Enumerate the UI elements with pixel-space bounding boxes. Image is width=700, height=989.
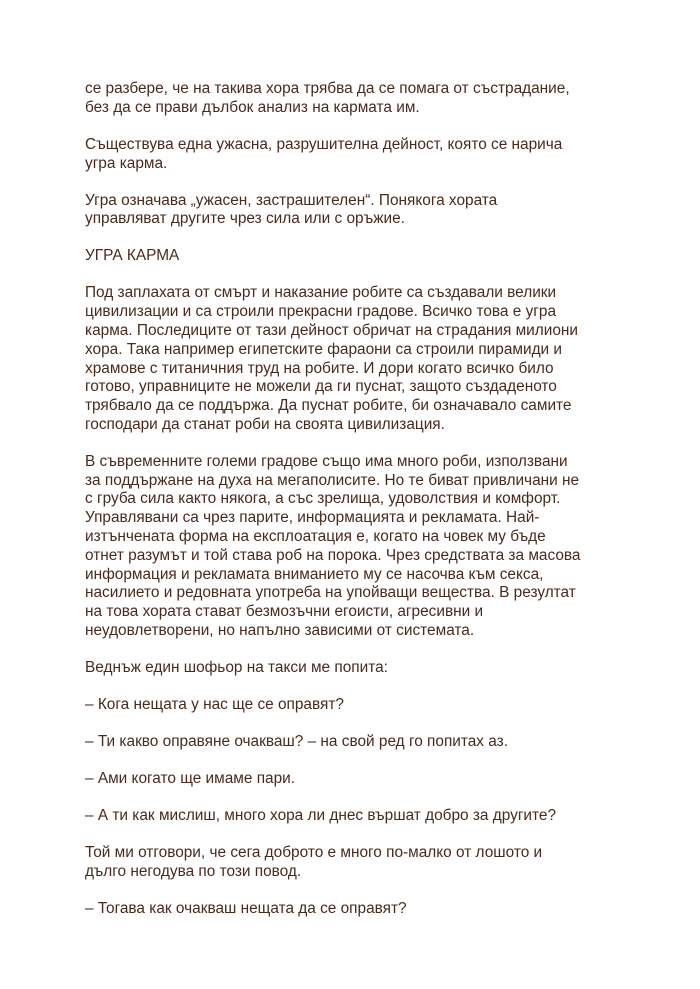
paragraph [85,900,645,919]
paragraph [85,192,645,230]
text-line: Под заплахата от смърт и наказание робите са създавали велики [85,284,557,302]
paragraph [85,844,645,882]
text-line: трябвало да се поддържа. Да пуснат робите, би означавало самите [85,397,572,415]
text-line: – Ти какво оправяне очакваш? – на свой ред го попитах аз. [85,733,509,751]
text-line: без да се прави дълбок анализ на кармата им. [85,98,420,116]
paragraph [85,453,645,641]
text-line: управляват другите чрез сила или с оръжие. [85,210,405,228]
text-line: с груба сила както някога, а със зрелища, удоволствия и комфорт. [85,490,561,508]
text-line: господари да станат роби на своята цивилизация. [85,415,445,433]
text-line: – Ами когато ще имаме пари. [85,770,296,787]
text-line: неудовлетворени, но напълно зависими от системата. [85,622,475,640]
paragraph [85,770,645,789]
text-line: карма. Последиците от тази дейност обричат на страдания милиони [85,321,579,339]
text-line: Управлявани са чрез парите, информацията и рекламата. Най- [85,509,540,527]
text-line: отнет разумът и той става роб на порока. Чрез средствата за масова [85,546,581,564]
text-line: – Тогава как очакваш нещата да се оправят? [85,899,407,917]
text-line: Веднъж един шофьор на такси ме попита: [85,659,388,677]
text-line: се разбере, че на такива хора трябва да се помага от състрадание, [85,80,570,97]
text-line: – А ти как мислиш, много хора ли днес вършат добро за другите? [85,806,557,824]
text-line: на това хората стават безмозъчни егоисти, агресивни и [85,603,484,621]
text-line: Угра означава „ужасен, застрашителен“. Понякога хората [85,191,498,209]
paragraph [85,733,645,752]
text-line: цивилизации и са строили прекрасни градове. Всичко това е угра [85,303,556,321]
text-line: готово, управниците не можели да ги пуснат, защото създаденото [85,378,557,396]
paragraph [85,696,645,715]
text-line: храмове с титаничния труд на робите. И дори когато всичко било [85,359,554,377]
text-line: за поддържане на духа на мегаполисите. Но те биват привличани не [85,471,580,489]
text-line: УГРА КАРМА [85,247,180,265]
section-heading [85,247,645,266]
text-line: хора. Така например египетските фараони са строили пирамиди и [85,340,563,358]
text-line: Той ми отговори, че сега доброто е много по-малко от лошото и [85,843,543,861]
text-line: информация и рекламата вниманието му се насочва към секса, [85,565,544,583]
text-line: В съвременните големи градове също има много роби, използвани [85,452,568,470]
paragraph [85,136,645,174]
paragraph [85,659,645,678]
paragraph [85,284,645,434]
text-line: Съществува една ужасна, разрушителна дейност, която се нарича [85,135,563,153]
text-line: – Кога нещата у нас ще се оправят? [85,696,344,714]
document-body [85,80,645,937]
paragraph [85,80,645,118]
text-line: дълго негодува по този повод. [85,862,302,880]
text-line: насилието и редовната употреба на упойващи вещества. В резултат [85,584,576,602]
text-line: изтънчената форма на експлоатация е, когато на човек му бъде [85,528,546,546]
text-line: угра карма. [85,154,168,172]
paragraph [85,807,645,826]
